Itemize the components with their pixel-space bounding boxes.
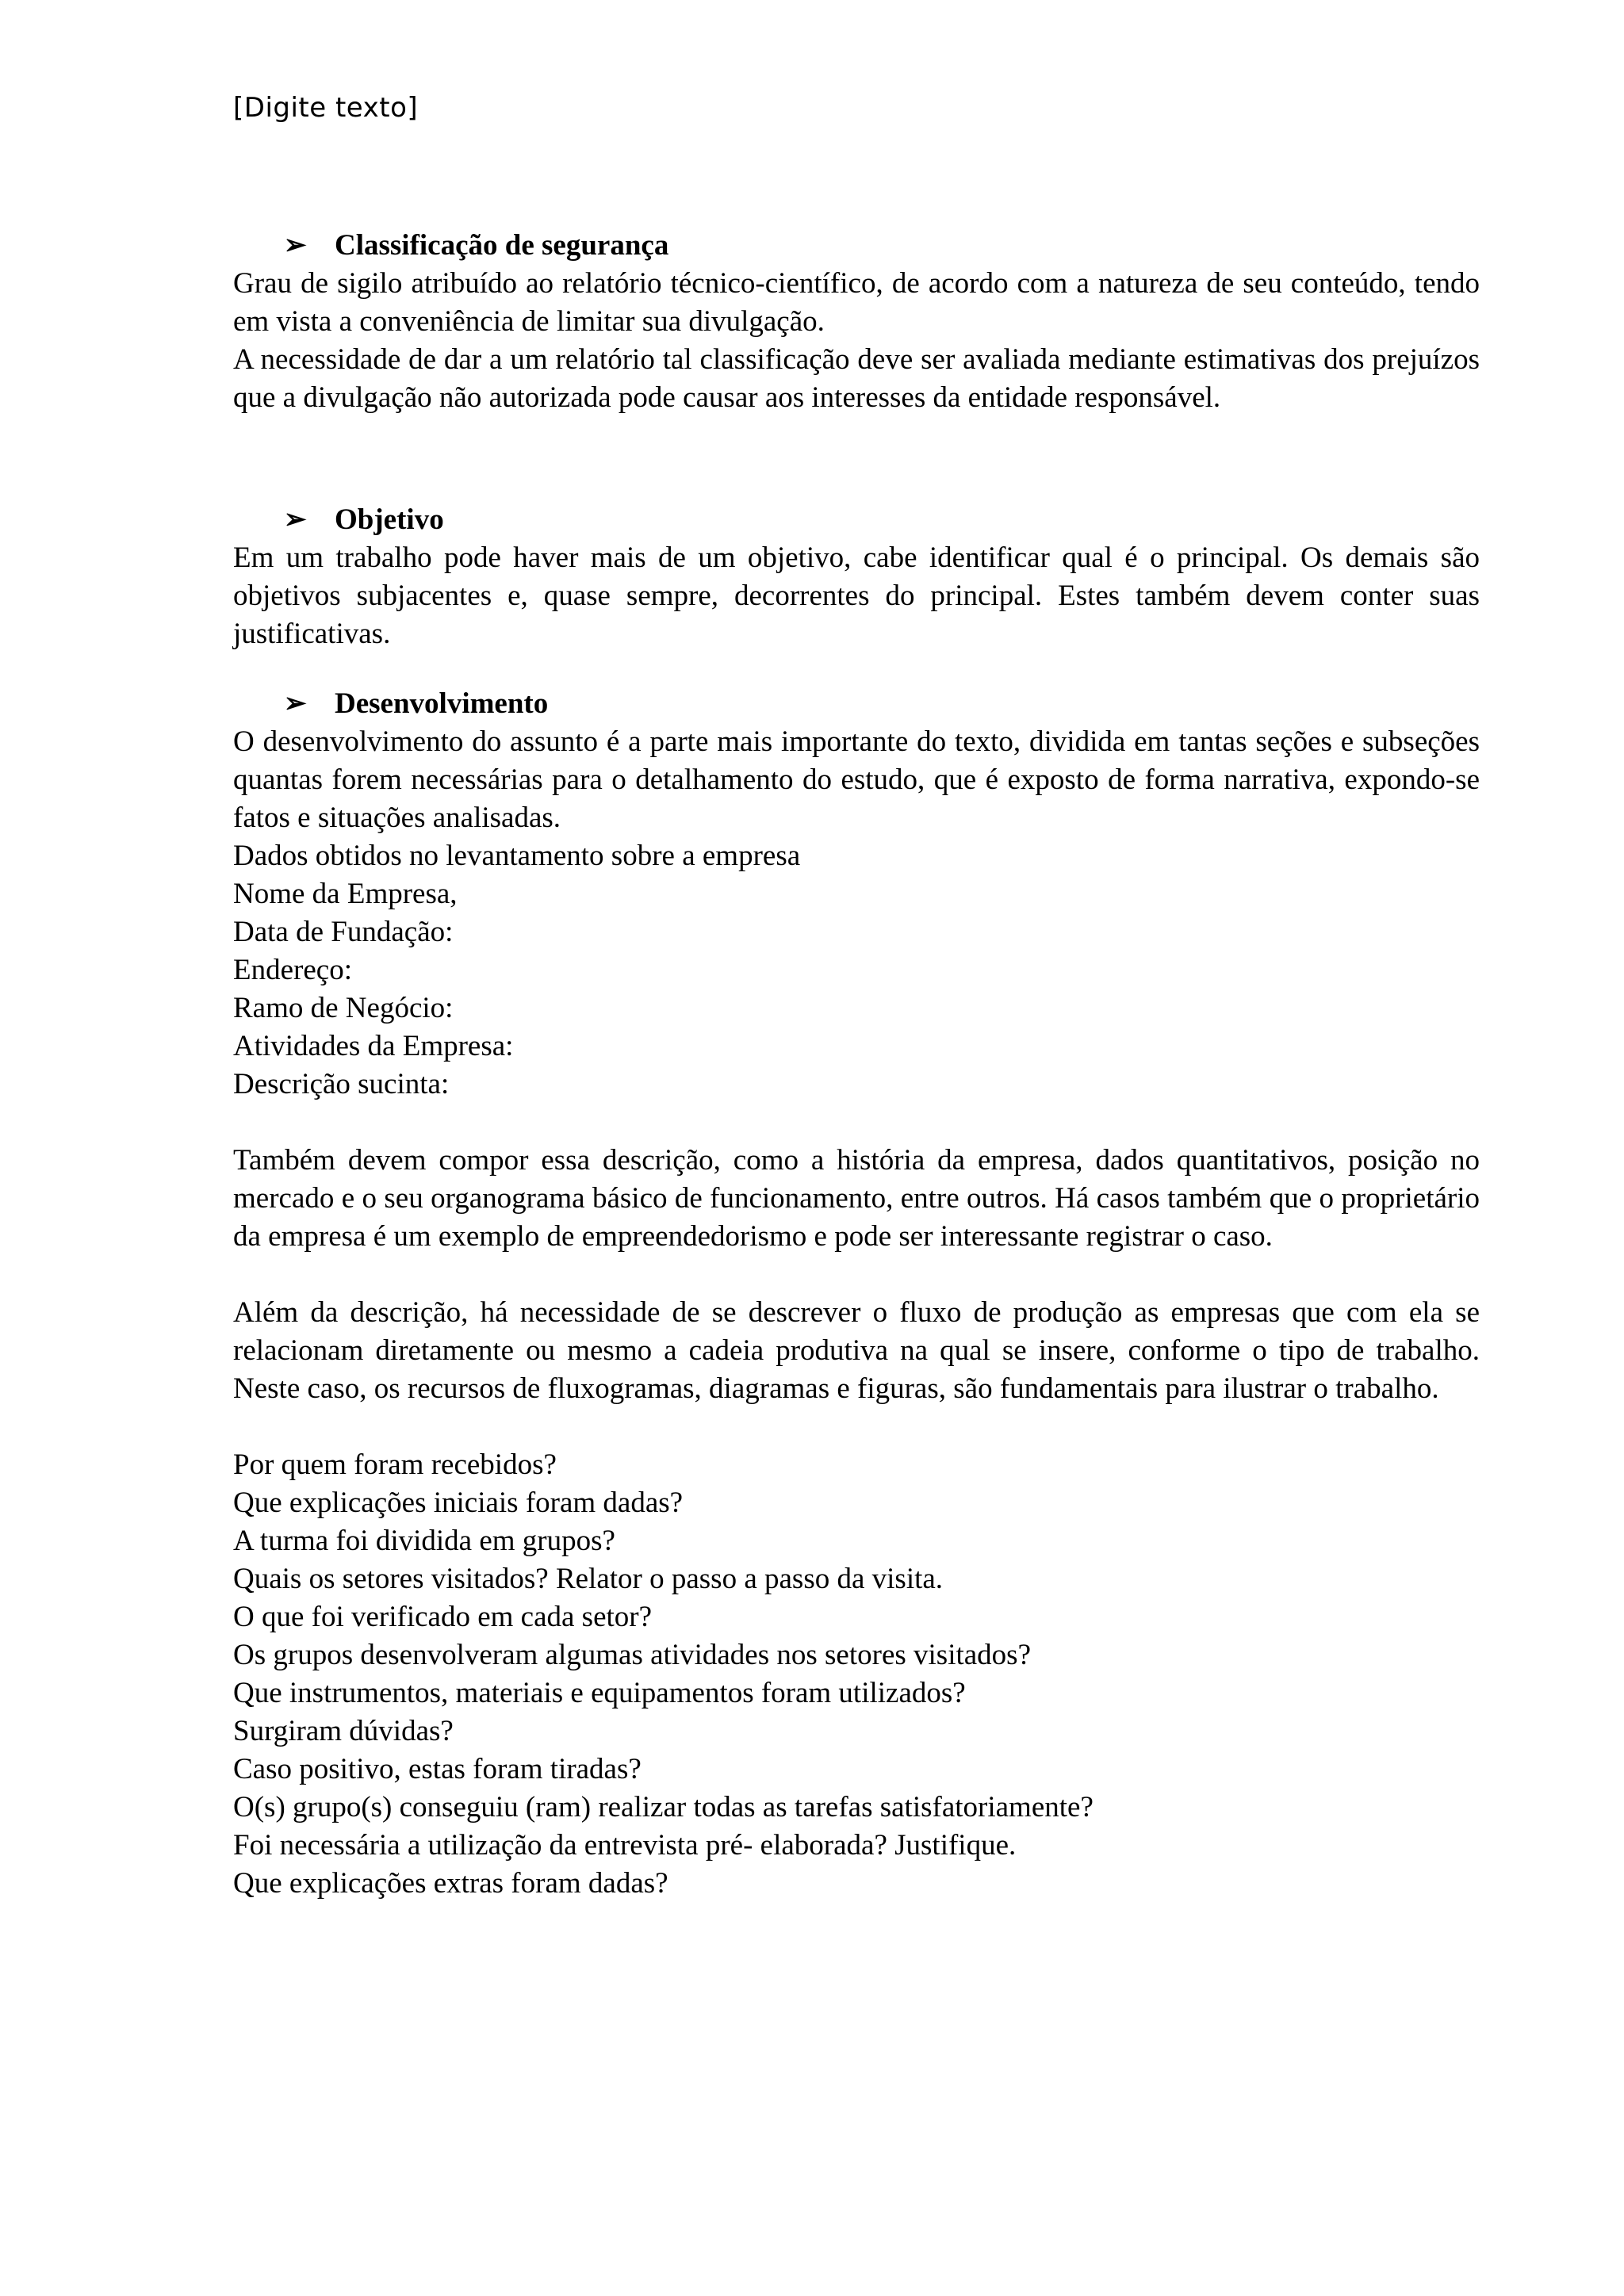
question-item: Quais os setores visitados? Relator o passo a passo da visita.: [233, 1563, 944, 1595]
question-item: O que foi verificado em cada setor?: [233, 1601, 653, 1633]
question-item: Que instrumentos, materiais e equipamentos foram utilizados?: [233, 1677, 966, 1709]
paragraph: Em um trabalho pode haver mais de um objetivo, cabe identificar qual é o principal. Os demais são objetivos subjacentes e, quase sempre, decorrentes do principal. Estes também devem conter suas justificativas.: [233, 541, 1480, 650]
list-item: Data de Fundação:: [233, 916, 454, 948]
document-body: [233, 227, 1480, 1903]
list-item: Endereço:: [233, 954, 352, 986]
question-item: O(s) grupo(s) conseguiu (ram) realizar todas as tarefas satisfatoriamente?: [233, 1791, 1094, 1823]
list-item: Descrição sucinta:: [233, 1068, 450, 1100]
arrow-bullet-icon: ➢: [284, 689, 307, 718]
list-item: Ramo de Negócio:: [233, 992, 454, 1024]
question-item: Os grupos desenvolveram algumas atividades nos setores visitados?: [233, 1639, 1031, 1671]
question-item: Foi necessária a utilização da entrevista pré- elaborada? Justifique.: [233, 1829, 1017, 1862]
paragraph: Grau de sigilo atribuído ao relatório técnico-científico, de acordo com a natureza de seu conteúdo, tendo em vista a conveniência de limitar sua divulgação.: [233, 267, 1480, 338]
question-item: Caso positivo, estas foram tiradas?: [233, 1753, 642, 1785]
question-item: Por quem foram recebidos?: [233, 1448, 557, 1481]
paragraph: A necessidade de dar a um relatório tal classificação deve ser avaliada mediante estimativas dos prejuízos que a divulgação não autorizada pode causar aos interesses da entidade responsável.: [233, 343, 1480, 414]
page-header: [Digite texto]: [233, 92, 419, 124]
question-item: Surgiram dúvidas?: [233, 1715, 454, 1747]
question-item: Que explicações extras foram dadas?: [233, 1867, 668, 1900]
paragraph: O desenvolvimento do assunto é a parte mais importante do texto, dividida em tantas seções e subseções quantas forem necessárias para o detalhamento do estudo, que é exposto de forma narrativa, expondo-se fatos e situações analisadas.: [233, 725, 1480, 834]
section-heading-desenvolvimento: [284, 685, 1480, 723]
list-item: Nome da Empresa,: [233, 878, 458, 910]
questions-list: [233, 1446, 1480, 1903]
section-heading-classificacao: [284, 227, 1480, 265]
section-heading-objetivo: [284, 501, 1480, 539]
section-heading-text: Classificação de segurança: [335, 229, 669, 262]
paragraph: Também devem compor essa descrição, como a história da empresa, dados quantitativos, posição no mercado e o seu organograma básico de funcionamento, entre outros. Há casos também que o proprietário da empresa é um exemplo de empreendedorismo e pode ser interessante registrar o caso.: [233, 1144, 1480, 1253]
section-heading-text: Objetivo: [335, 503, 444, 536]
question-item: Que explicações iniciais foram dadas?: [233, 1487, 684, 1519]
section-heading-text: Desenvolvimento: [335, 687, 549, 720]
question-item: A turma foi dividida em grupos?: [233, 1525, 615, 1557]
list-item: Dados obtidos no levantamento sobre a empresa: [233, 840, 801, 872]
arrow-bullet-icon: ➢: [284, 231, 307, 260]
company-data-list: [233, 837, 1480, 1104]
arrow-bullet-icon: ➢: [284, 505, 307, 534]
list-item: Atividades da Empresa:: [233, 1030, 514, 1062]
paragraph: Além da descrição, há necessidade de se descrever o fluxo de produção as empresas que com ela se relacionam diretamente ou mesmo a cadeia produtiva na qual se insere, conforme o tipo de trabalho. Neste caso, os recursos de fluxogramas, diagramas e figuras, são fundamentais para ilustrar o trabalho.: [233, 1296, 1480, 1405]
